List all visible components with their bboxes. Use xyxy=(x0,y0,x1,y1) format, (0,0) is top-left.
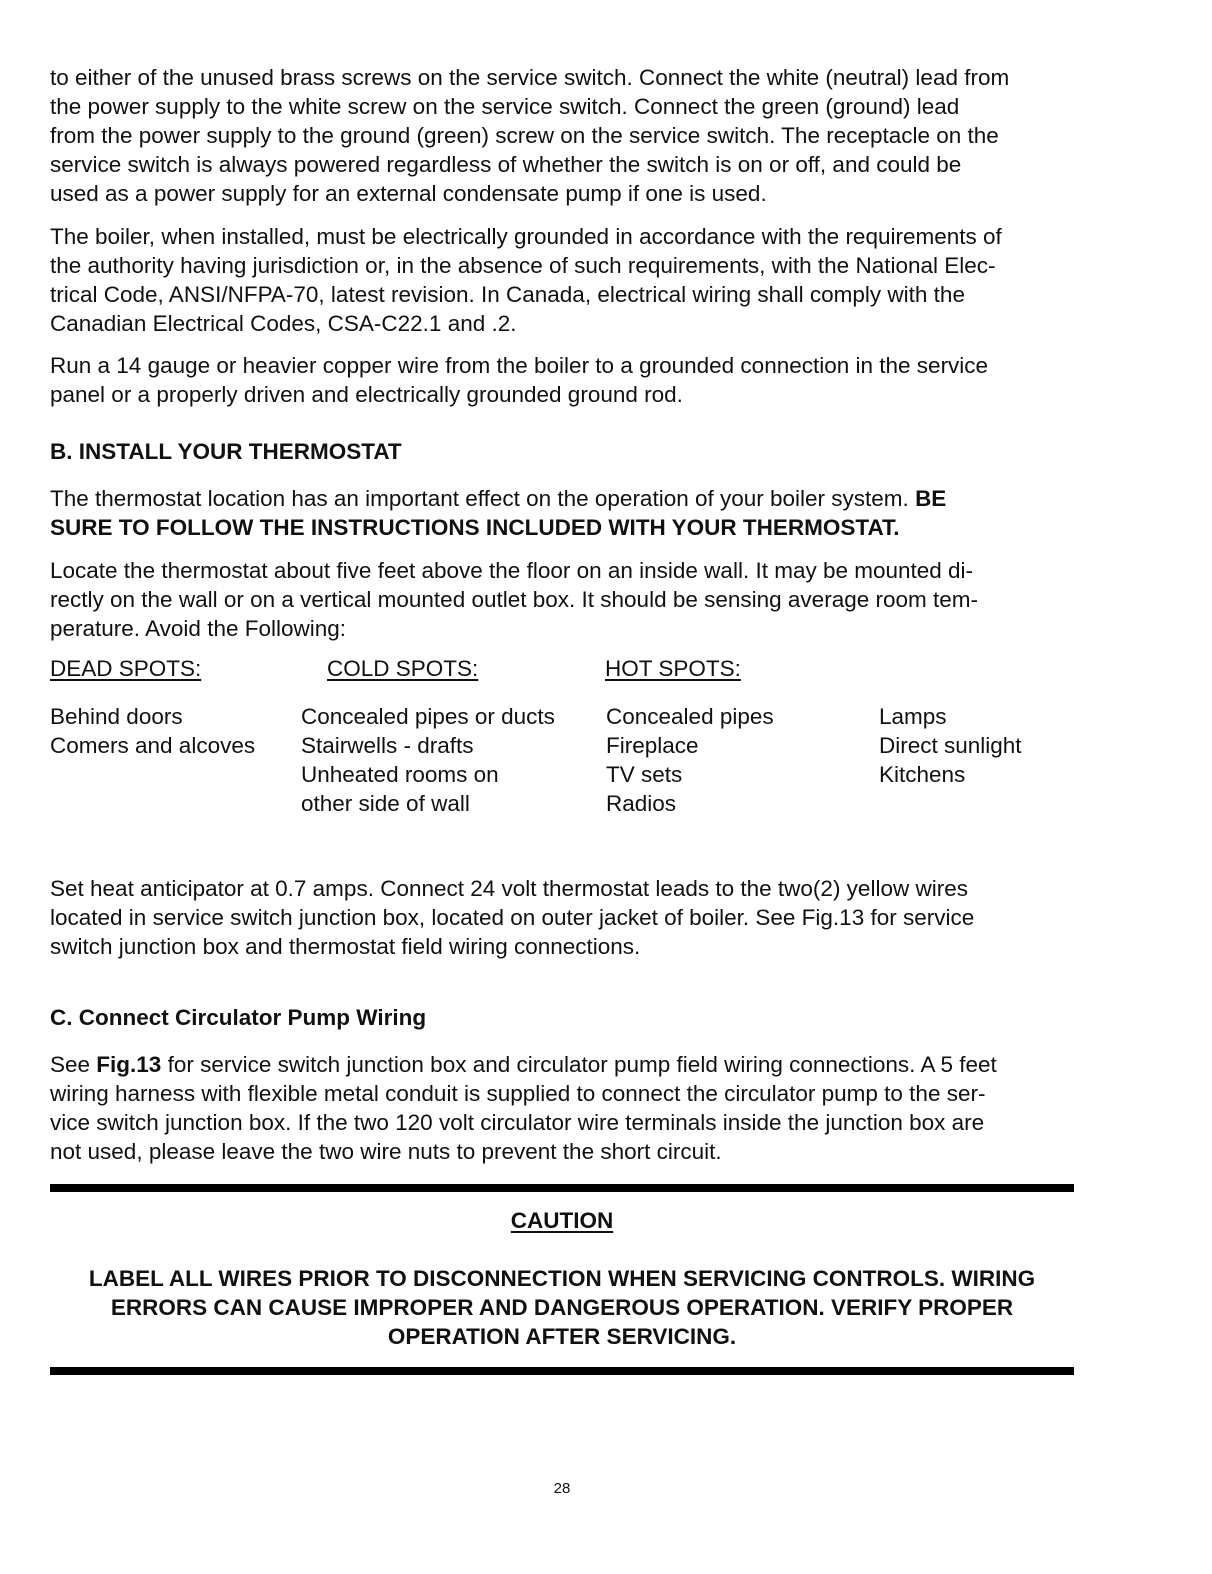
dead-spots-header: DEAD SPOTS: xyxy=(50,656,202,681)
text-normal: for service switch junction box and circulator pump field wiring connections. A 5 feet xyxy=(161,1052,997,1077)
caution-top-rule xyxy=(50,1184,1074,1192)
text-line: Canadian Electrical Codes, CSA-C22.1 and .2. xyxy=(50,311,517,336)
list-item: Kitchens xyxy=(879,762,966,787)
list-item: Behind doors xyxy=(50,704,183,729)
list-item: TV sets xyxy=(606,762,683,787)
caution-line: LABEL ALL WIRES PRIOR TO DISCONNECTION WHEN SERVICING CONTROLS. WIRING xyxy=(88,1266,1036,1291)
text-line: Locate the thermostat about five feet above the floor on an inside wall. It may be mounted di- xyxy=(50,558,974,583)
cold-spots-header: COLD SPOTS: xyxy=(327,656,479,681)
text-line: located in service switch junction box, located on outer jacket of boiler. See Fig.13 for service xyxy=(50,905,975,930)
paragraph-service-switch-wiring xyxy=(50,63,1080,208)
list-item: Concealed pipes xyxy=(606,704,774,729)
section-b-heading: B. INSTALL YOUR THERMOSTAT xyxy=(50,439,402,464)
text-line: used as a power supply for an external condensate pump if one is used. xyxy=(50,181,767,206)
hot-spots-list xyxy=(606,702,774,818)
paragraph-circulator-wiring xyxy=(50,1050,1080,1166)
text-line-bold: SURE TO FOLLOW THE INSTRUCTIONS INCLUDED WITH YOUR THERMOSTAT. xyxy=(50,515,900,540)
text-line: wiring harness with flexible metal conduit is supplied to connect the circulator pump to the ser- xyxy=(50,1081,986,1106)
text-line xyxy=(50,1050,1080,1079)
hot-spots-header: HOT SPOTS: xyxy=(605,656,741,681)
list-item: Concealed pipes or ducts xyxy=(301,704,555,729)
text-line: the power supply to the white screw on the service switch. Connect the green (ground) lead xyxy=(50,94,960,119)
hot-spots-list-2 xyxy=(879,702,1022,789)
text-line: from the power supply to the ground (green) screw on the service switch. The receptacle on the xyxy=(50,123,999,148)
paragraph-thermostat-location xyxy=(50,484,1080,542)
text-line: service switch is always powered regardless of whether the switch is on or off, and could be xyxy=(50,152,962,177)
list-item: Stairwells - drafts xyxy=(301,733,474,758)
caution-line: OPERATION AFTER SERVICING. xyxy=(387,1324,737,1349)
text-line: trical Code, ANSI/NFPA-70, latest revision. In Canada, electrical wiring shall comply with the xyxy=(50,282,965,307)
paragraph-thermostat-placement xyxy=(50,556,1080,643)
caution-line: ERRORS CAN CAUSE IMPROPER AND DANGEROUS OPERATION. VERIFY PROPER xyxy=(110,1295,1014,1320)
text-line: not used, please leave the two wire nuts to prevent the short circuit. xyxy=(50,1139,722,1164)
list-item: Fireplace xyxy=(606,733,699,758)
paragraph-heat-anticipator xyxy=(50,874,1080,961)
list-item: Lamps xyxy=(879,704,947,729)
list-item: other side of wall xyxy=(301,791,470,816)
cold-spots-list xyxy=(301,702,555,818)
text-line: Run a 14 gauge or heavier copper wire from the boiler to a grounded connection in the service xyxy=(50,353,989,378)
text-line: rectly on the wall or on a vertical mounted outlet box. It should be sensing average room tem- xyxy=(50,587,978,612)
text-line: panel or a properly driven and electrically grounded ground rod. xyxy=(50,382,683,407)
caution-message xyxy=(50,1264,1074,1351)
text-line: perature. Avoid the Following: xyxy=(50,616,347,641)
text-normal: The thermostat location has an important effect on the operation of your boiler system. xyxy=(50,486,916,511)
figure-reference: Fig.13 xyxy=(96,1052,162,1077)
page-number: 28 xyxy=(553,1480,571,1497)
text-line xyxy=(50,484,1080,513)
list-item: Unheated rooms on xyxy=(301,762,499,787)
caution-title: CAUTION xyxy=(510,1208,614,1233)
text-line: to either of the unused brass screws on the service switch. Connect the white (neutral) lead from xyxy=(50,65,1010,90)
dead-spots-list xyxy=(50,702,255,760)
text-line: switch junction box and thermostat field wiring connections. xyxy=(50,934,641,959)
caution-bottom-rule xyxy=(50,1367,1074,1375)
list-item: Radios xyxy=(606,791,677,816)
list-item: Comers and alcoves xyxy=(50,733,256,758)
text-line: Set heat anticipator at 0.7 amps. Connect 24 volt thermostat leads to the two(2) yellow wires xyxy=(50,876,968,901)
list-item: Direct sunlight xyxy=(879,733,1022,758)
text-bold: BE xyxy=(915,486,947,511)
text-line: vice switch junction box. If the two 120 volt circulator wire terminals inside the junction box are xyxy=(50,1110,985,1135)
paragraph-electrical-grounding xyxy=(50,222,1080,338)
text-line: the authority having jurisdiction or, in the absence of such requirements, with the National Elec- xyxy=(50,253,996,278)
paragraph-ground-wire xyxy=(50,351,1080,409)
text-line: The boiler, when installed, must be electrically grounded in accordance with the requirements of xyxy=(50,224,1002,249)
text-normal: See xyxy=(50,1052,97,1077)
section-c-heading: C. Connect Circulator Pump Wiring xyxy=(50,1005,427,1030)
